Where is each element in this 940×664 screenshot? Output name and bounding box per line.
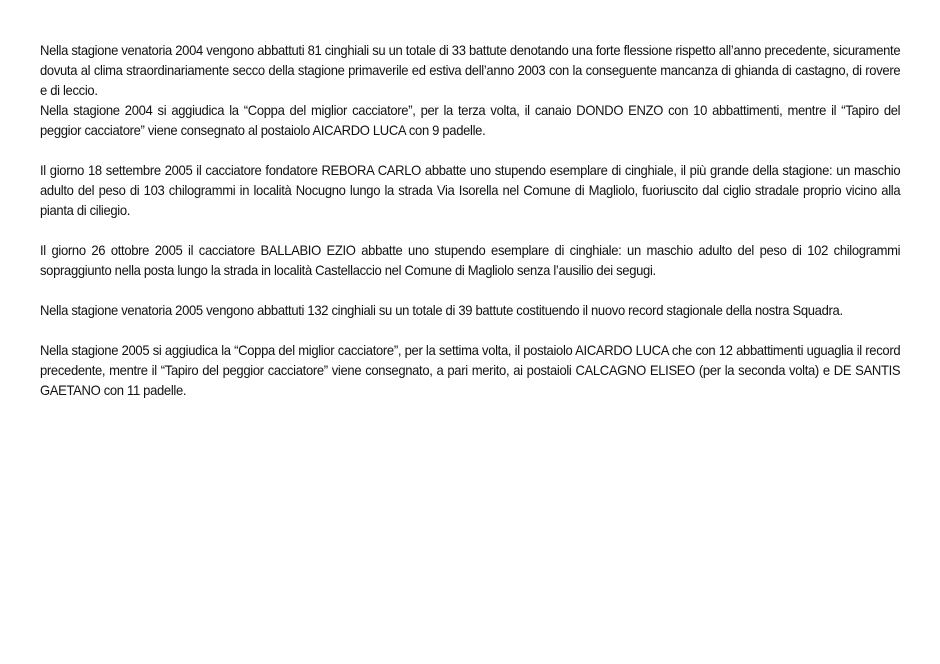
paragraph-spacer: [40, 320, 900, 340]
paragraph-season-2004-awards: Nella stagione 2004 si aggiudica la “Coppa del miglior cacciatore”, per la terza volta, il canaio DONDO ENZO con 10 abbattimenti, mentre il “Tapiro del peggior cacciatore” viene consegnato al postaiolo AICARDO LUCA con 9 padelle.: [40, 102, 901, 138]
paragraph-season-2004-summary: Nella stagione venatoria 2004 vengono abbattuti 81 cinghiali su un totale di 33 battute denotando una forte flessione rispetto all’anno precedente, sicuramente dovuta al clima straordinariamente secco della stagione primaverile ed estiva dell’anno 2003 con la conseguente mancanza di ghianda di castagno, di rovere e di leccio.: [40, 42, 901, 98]
paragraph-spacer: [40, 280, 900, 300]
paragraph-spacer: [40, 140, 900, 160]
paragraph-ballabio-ezio: Il giorno 26 ottobre 2005 il cacciatore BALLABIO EZIO abbatte uno stupendo esemplare di cinghiale: un maschio adulto del peso di 102 chilogrammi sopraggiunto nella posta lungo la strada in località Castellaccio nel Comune di Magliolo senza l’ausilio dei segugi.: [40, 242, 901, 278]
document-page: [40, 40, 900, 400]
paragraph-season-2005-awards: Nella stagione 2005 si aggiudica la “Coppa del miglior cacciatore”, per la settima volta, il postaiolo AICARDO LUCA che con 12 abbattimenti uguaglia il record precedente, mentre il “Tapiro del peggior cacciatore” viene consegnato, a pari merito, ai postaioli CALCAGNO ELISEO (per la seconda volta) e DE SANTIS GAETANO con 11 padelle.: [40, 342, 901, 398]
paragraph-rebora-carlo: Il giorno 18 settembre 2005 il cacciatore fondatore REBORA CARLO abbatte uno stupendo esemplare di cinghiale, il più grande della stagione: un maschio adulto del peso di 103 chilogrammi in località Nocugno lungo la strada Via Isorella nel Comune di Magliolo, fuoriuscito dal ciglio stradale proprio vicino alla pianta di ciliegio.: [40, 162, 901, 218]
paragraph-spacer: [40, 220, 900, 240]
paragraph-season-2005-record: Nella stagione venatoria 2005 vengono abbattuti 132 cinghiali su un totale di 39 battute costituendo il nuovo record stagionale della nostra Squadra.: [40, 302, 843, 318]
